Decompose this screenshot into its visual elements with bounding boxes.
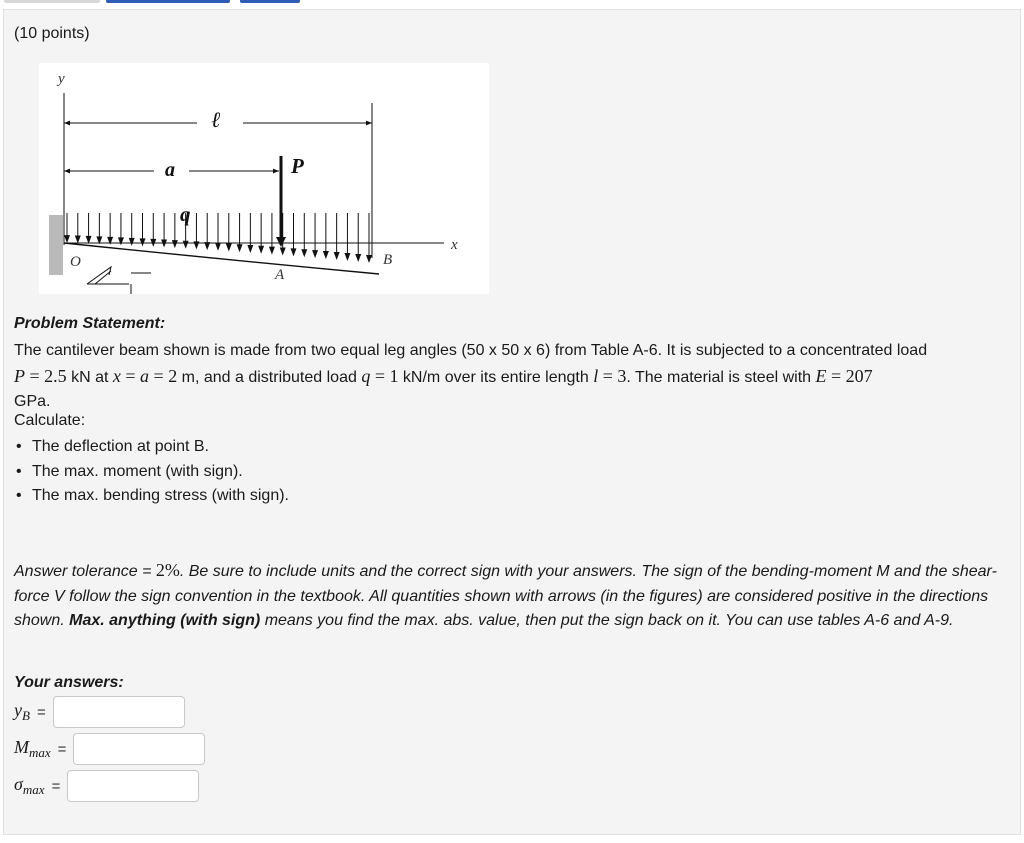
load-arrowhead <box>237 244 243 252</box>
answer-row-yb <box>14 696 185 728</box>
load-arrowhead <box>334 252 340 260</box>
list-item: • The max. moment (with sign). <box>14 460 289 485</box>
point-load-arrowhead <box>276 237 286 247</box>
load-arrowhead <box>161 240 167 248</box>
deflected-beam-curve <box>64 243 379 274</box>
answer-row-sigmamax <box>14 770 199 802</box>
distributed-load-arrows <box>64 213 372 263</box>
load-arrowhead <box>312 250 318 258</box>
load-arrowhead <box>366 255 372 263</box>
mmax-symbol: $M_{max}$ <box>14 737 51 760</box>
calculate-label: Calculate: <box>14 412 86 429</box>
load-arrowhead <box>247 245 253 253</box>
yb-symbol: $y_B$ <box>14 700 30 723</box>
question-card <box>3 9 1021 835</box>
answer-row-mmax <box>14 733 205 765</box>
beam-diagram <box>39 63 489 294</box>
tab-indicator-1[interactable] <box>4 0 100 3</box>
load-arrowhead <box>323 251 329 259</box>
load-arrowhead <box>172 240 178 248</box>
points-label: (10 points) <box>14 25 90 42</box>
load-arrowhead <box>355 254 361 262</box>
mmax-answer-input[interactable] <box>73 733 205 765</box>
wall-support <box>49 215 63 275</box>
statement-line-3: GPa. <box>14 393 51 410</box>
calculate-list <box>14 435 289 509</box>
q-label: q <box>180 202 191 226</box>
yb-answer-input[interactable] <box>53 696 185 728</box>
b-label: B <box>383 252 393 268</box>
answer-tolerance-note: Answer tolerance = 2%. Be sure to include units and the correct sign with your answers. The sign of the bending-moment M and the shear-force V follow the sign convention in the textbook. All quantities shown with arrows (in the figures) are considered positive in the directions shown. Max. anything (with sign) means you find the max. abs. value, then put the sign back on it. You can use tables A-6 and A-9. <box>14 560 997 629</box>
load-arrowhead <box>269 247 275 255</box>
load-arrowhead <box>140 238 146 246</box>
load-arrowhead <box>226 243 232 251</box>
load-arrowhead <box>129 238 135 246</box>
load-arrowhead <box>215 243 221 251</box>
tab-indicator-2[interactable] <box>106 0 230 3</box>
problem-statement-text <box>14 339 1014 415</box>
load-arrowhead <box>107 237 113 245</box>
cantilever-beam-figure <box>39 63 489 294</box>
load-arrowhead <box>291 248 297 256</box>
equals-sign: = <box>57 740 67 758</box>
equals-sign: = <box>51 777 61 795</box>
your-answers-heading: Your answers: <box>14 674 124 691</box>
statement-line-1: The cantilever beam shown is made from two equal leg angles (50 x 50 x 6) from Table A-6. It is subjected to a concentrated load <box>14 342 928 359</box>
y-axis-label: y <box>58 71 65 87</box>
load-arrowhead <box>118 237 124 245</box>
statement-line-2: P = 2.5 kN at x = a = 2 m, and a distributed load q = 1 kN/m over its entire length l = 3. The material is steel with E = 207 <box>14 365 873 386</box>
load-arrowhead <box>258 246 264 254</box>
list-item: • The deflection at point B. <box>14 435 289 460</box>
tab-indicator-3[interactable] <box>240 0 300 3</box>
load-arrowhead <box>301 249 307 257</box>
load-arrowhead <box>280 247 286 255</box>
a-point-label: A <box>275 267 285 283</box>
o-label: O <box>70 254 81 270</box>
load-arrowhead <box>183 241 189 249</box>
a-label: a <box>165 159 175 181</box>
load-arrowhead <box>344 253 350 261</box>
x-axis-label: x <box>451 237 458 253</box>
problem-statement-heading: Problem Statement: <box>14 315 166 332</box>
slope-angle-mark <box>131 273 151 294</box>
length-label: ℓ <box>211 107 221 132</box>
list-item: • The max. bending stress (with sign). <box>14 484 289 509</box>
p-label: P <box>291 154 304 178</box>
sigmamax-symbol: $\sigma_{max}$ <box>14 774 45 797</box>
equals-sign: = <box>36 703 46 721</box>
load-arrowhead <box>75 236 81 244</box>
load-arrowhead <box>64 235 70 243</box>
load-arrowhead <box>204 242 210 250</box>
top-tab-strip <box>0 0 1024 4</box>
load-arrowhead <box>193 241 199 249</box>
sigmamax-answer-input[interactable] <box>67 770 199 802</box>
slope-symbol <box>87 267 111 284</box>
